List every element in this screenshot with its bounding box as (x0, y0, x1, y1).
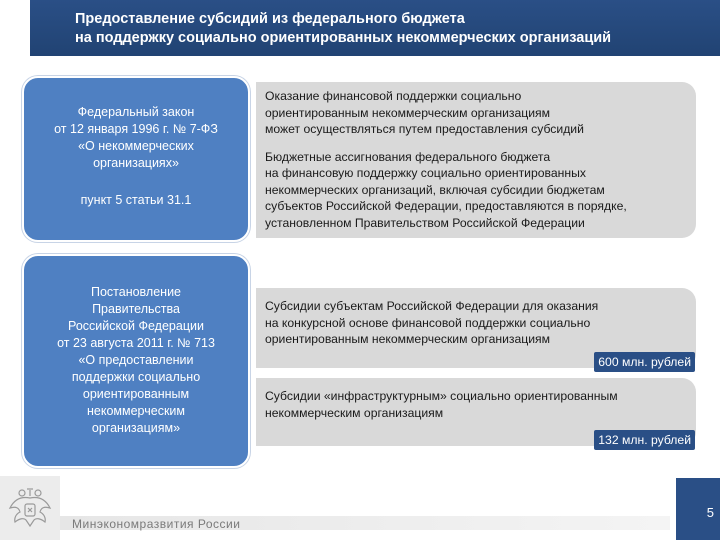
support-text: на финансовую поддержку социально ориентированных (265, 166, 586, 180)
decree-line: организациям» (91, 421, 181, 435)
decree-line: Правительства (92, 302, 180, 316)
page-number-box (676, 478, 720, 540)
law-line: Федеральный закон (77, 105, 195, 119)
regions-subsidy-box (256, 288, 696, 368)
financial-support-box (256, 82, 696, 238)
support-text: установленном Правительством Российской Федерации (265, 215, 585, 230)
decree-line: Постановление (90, 285, 181, 299)
law-line: от 12 января 1996 г. № 7-ФЗ (54, 122, 218, 136)
law-line: «О некоммерческих (78, 139, 194, 153)
support-text: Бюджетные ассигнования федерального бюджета (265, 149, 551, 164)
header-left-block (0, 0, 30, 56)
decree-line: «О предоставлении (78, 353, 194, 367)
law-article: пункт 5 статьи 31.1 (80, 193, 192, 207)
decree-line: от 23 августа 2011 г. № 713 (57, 336, 215, 350)
slide-title (75, 10, 695, 48)
infrastructure-subsidy-box (256, 378, 696, 446)
infra-text: Субсидии «инфраструктурным» социально ориентированным (265, 389, 618, 403)
decree-line: поддержки социально (71, 370, 201, 384)
federal-law-box (22, 76, 250, 242)
coat-of-arms-icon (6, 484, 54, 532)
law-line: организациях» (93, 156, 179, 170)
support-text: может осуществляться путем предоставления субсидий (265, 122, 584, 136)
government-decree-box (22, 254, 250, 468)
decree-line: Российской Федерации (68, 319, 204, 333)
decree-line: ориентированным (82, 387, 190, 401)
decree-line: некоммерческим (87, 404, 185, 418)
regions-amount-badge: 600 млн. рублей (594, 352, 695, 372)
support-text: некоммерческих организаций, включая субсидии бюджетам (265, 182, 605, 197)
infra-amount-badge: 132 млн. рублей (594, 430, 695, 450)
support-text: субъектов Российской Федерации, предоставляются в порядке, (265, 199, 627, 213)
slide-title-line: на поддержку социально ориентированных некоммерческих организаций (75, 30, 612, 46)
header-bar (0, 0, 720, 56)
regions-text: Субсидии субъектам Российской Федерации для оказания (265, 299, 599, 313)
page-number: 5 (706, 505, 714, 520)
ministry-name: Минэкономразвития России (72, 517, 241, 531)
support-text: Оказание финансовой поддержки социально (265, 89, 522, 103)
regions-text: на конкурсной основе финансовой поддержки социально (265, 315, 591, 330)
slide-title-line: Предоставление субсидий из федерального бюджета (75, 11, 465, 27)
regions-text: ориентированным некоммерческим организациям (265, 332, 551, 346)
support-text: ориентированным некоммерческим организациям (265, 105, 551, 120)
infra-text: некоммерческим организациям (265, 405, 444, 420)
